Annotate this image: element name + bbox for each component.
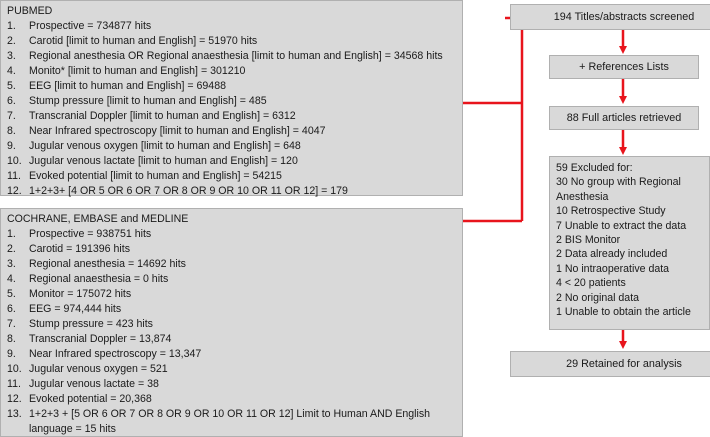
item-number: 6. bbox=[7, 95, 16, 107]
item-text: Regional anaesthesia = 0 hits bbox=[29, 273, 169, 285]
cochrane-search-item bbox=[7, 317, 456, 332]
cochrane-search-item bbox=[7, 287, 456, 302]
item-number: 5. bbox=[7, 80, 16, 92]
cochrane-search-list bbox=[7, 227, 456, 437]
cochrane-search-item bbox=[7, 362, 456, 377]
item-number: 3. bbox=[7, 50, 16, 62]
cochrane-search-item bbox=[7, 227, 456, 242]
item-text: Jugular venous lactate [limit to human and English] = 120 bbox=[29, 155, 298, 167]
pubmed-search-item bbox=[7, 94, 456, 109]
item-text: EEG = 974,444 hits bbox=[29, 303, 122, 315]
item-number: 2. bbox=[7, 35, 16, 47]
pubmed-search-item bbox=[7, 184, 456, 199]
full-articles-box bbox=[549, 106, 699, 130]
cochrane-search-item bbox=[7, 407, 456, 437]
item-text: Jugular venous oxygen [limit to human and English] = 648 bbox=[29, 140, 301, 152]
pubmed-search-list bbox=[7, 19, 456, 199]
item-number: 5. bbox=[7, 288, 16, 300]
pubmed-search-item bbox=[7, 124, 456, 139]
item-number: 12. bbox=[7, 393, 22, 405]
item-number: 9. bbox=[7, 348, 16, 360]
excluded-reason: 1 No intraoperative data bbox=[556, 262, 670, 275]
pubmed-search-item bbox=[7, 169, 456, 184]
item-text: 1+2+3 + [5 OR 6 OR 7 OR 8 OR 9 OR 10 OR 11 OR 12] Limit to Human AND English language = 15 hits bbox=[29, 408, 431, 435]
item-text: Transcranial Doppler = 13,874 bbox=[29, 333, 172, 345]
item-text: Evoked potential [limit to human and English] = 54215 bbox=[29, 170, 282, 182]
item-text: Prospective = 734877 hits bbox=[29, 20, 152, 32]
item-number: 1. bbox=[7, 228, 16, 240]
cochrane-search-box bbox=[0, 208, 463, 437]
item-number: 6. bbox=[7, 303, 16, 315]
excluded-reason: 10 Retrospective Study bbox=[556, 205, 666, 218]
item-text: Carotid = 191396 hits bbox=[29, 243, 131, 255]
pubmed-heading: PUBMED bbox=[7, 5, 53, 17]
screened-label: 194 Titles/abstracts screened bbox=[553, 11, 695, 23]
cochrane-search-item bbox=[7, 347, 456, 362]
cochrane-search-item bbox=[7, 242, 456, 257]
item-text: EEG [limit to human and English] = 69488 bbox=[29, 80, 226, 92]
excluded-reason: 2 Data already included bbox=[556, 248, 668, 261]
item-number: 10. bbox=[7, 155, 22, 167]
excluded-box bbox=[549, 156, 710, 330]
cochrane-search-item bbox=[7, 302, 456, 317]
excluded-reasons-list bbox=[556, 161, 703, 319]
cochrane-search-item bbox=[7, 332, 456, 347]
excluded-reason: 1 Unable to obtain the article bbox=[556, 306, 691, 319]
excluded-reason: 30 No group with Regional Anesthesia bbox=[556, 176, 681, 203]
item-text: Near Infrared spectroscopy = 13,347 bbox=[29, 348, 202, 360]
item-text: Transcranial Doppler [limit to human and English] = 6312 bbox=[29, 110, 296, 122]
item-text: Monitor = 175072 hits bbox=[29, 288, 132, 300]
item-text: Regional anesthesia OR Regional anaesthesia [limit to human and English] = 34568 hits bbox=[29, 50, 443, 62]
excluded-reason: 2 BIS Monitor bbox=[556, 234, 621, 247]
pubmed-search-item bbox=[7, 154, 456, 169]
screened-box bbox=[510, 4, 710, 30]
item-text: Stump pressure = 423 hits bbox=[29, 318, 153, 330]
cochrane-search-item bbox=[7, 272, 456, 287]
item-number: 8. bbox=[7, 333, 16, 345]
pubmed-search-item bbox=[7, 109, 456, 124]
item-number: 11. bbox=[7, 378, 21, 390]
item-text: 1+2+3+ [4 OR 5 OR 6 OR 7 OR 8 OR 9 OR 10 OR 11 OR 12] = 179 bbox=[29, 185, 348, 197]
item-number: 10. bbox=[7, 363, 22, 375]
cochrane-search-item bbox=[7, 377, 456, 392]
references-box bbox=[549, 55, 699, 79]
pubmed-search-item bbox=[7, 64, 456, 79]
item-text: Carotid [limit to human and English] = 51970 hits bbox=[29, 35, 258, 47]
pubmed-search-item bbox=[7, 49, 456, 64]
item-number: 8. bbox=[7, 125, 16, 137]
item-number: 4. bbox=[7, 65, 16, 77]
excluded-heading: 59 Excluded for: bbox=[556, 162, 633, 174]
item-number: 1. bbox=[7, 20, 16, 32]
pubmed-search-item bbox=[7, 139, 456, 154]
item-number: 13. bbox=[7, 408, 22, 420]
item-text: Regional anesthesia = 14692 hits bbox=[29, 258, 186, 270]
item-number: 7. bbox=[7, 318, 16, 330]
pubmed-search-item bbox=[7, 34, 456, 49]
retained-label: 29 Retained for analysis bbox=[566, 358, 682, 370]
item-text: Stump pressure [limit to human and English] = 485 bbox=[29, 95, 267, 107]
retained-box bbox=[510, 351, 710, 377]
cochrane-search-item bbox=[7, 392, 456, 407]
pubmed-search-item bbox=[7, 79, 456, 94]
excluded-reason: 7 Unable to extract the data bbox=[556, 219, 687, 232]
item-number: 7. bbox=[7, 110, 16, 122]
pubmed-search-box bbox=[0, 0, 463, 196]
item-text: Prospective = 938751 hits bbox=[29, 228, 152, 240]
item-number: 9. bbox=[7, 140, 16, 152]
pubmed-search-item bbox=[7, 19, 456, 34]
item-text: Jugular venous oxygen = 521 bbox=[29, 363, 168, 375]
cochrane-heading: COCHRANE, EMBASE and MEDLINE bbox=[7, 213, 189, 225]
item-text: Monito* [limit to human and English] = 301210 bbox=[29, 65, 246, 77]
item-text: Jugular venous lactate = 38 bbox=[29, 378, 159, 390]
full-articles-label: 88 Full articles retrieved bbox=[566, 112, 682, 124]
item-number: 2. bbox=[7, 243, 16, 255]
item-number: 12. bbox=[7, 185, 22, 197]
cochrane-search-item bbox=[7, 257, 456, 272]
item-text: Evoked potential = 20,368 bbox=[29, 393, 152, 405]
excluded-reason: 4 < 20 patients bbox=[556, 277, 626, 290]
item-number: 3. bbox=[7, 258, 16, 270]
references-label: + References Lists bbox=[579, 61, 669, 73]
item-number: 4. bbox=[7, 273, 16, 285]
excluded-reason: 2 No original data bbox=[556, 291, 640, 304]
item-text: Near Infrared spectroscopy [limit to human and English] = 4047 bbox=[29, 125, 326, 137]
item-number: 11. bbox=[7, 170, 21, 182]
